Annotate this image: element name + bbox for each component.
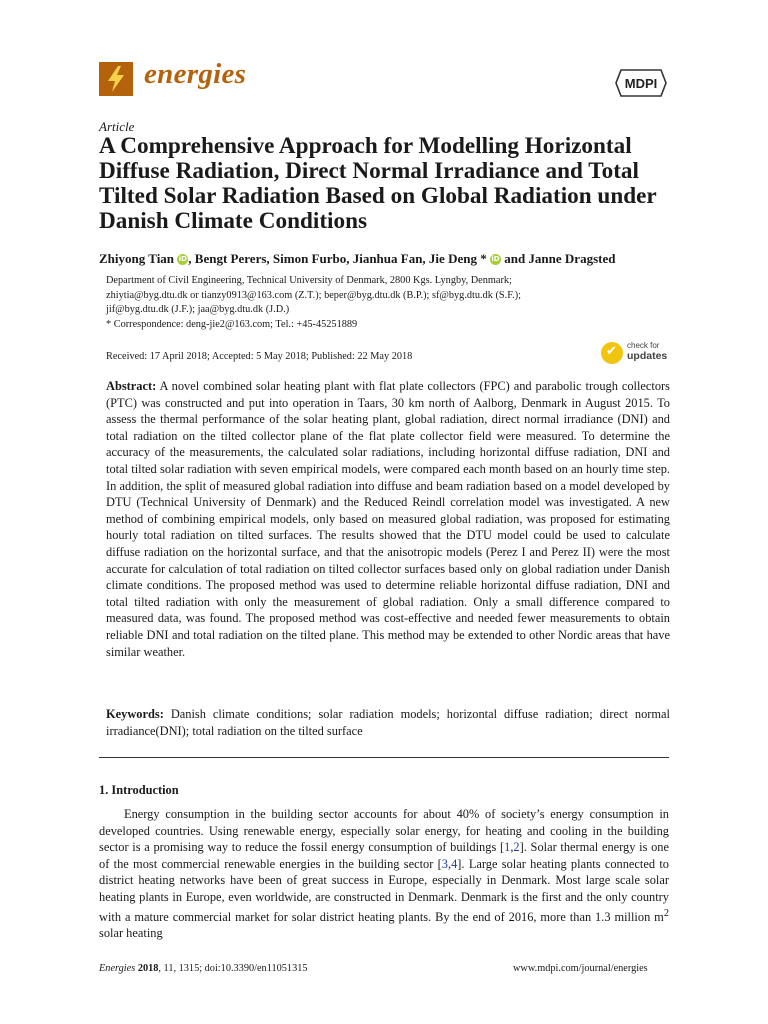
footer-citation (99, 963, 308, 974)
citation-link[interactable]: 1 (504, 840, 511, 855)
checkmark-glyph: ✔ (606, 344, 617, 359)
citation-link[interactable]: 3 (441, 856, 448, 871)
publication-dates: Received: 17 April 2018; Accepted: 5 May 2018; Published: 22 May 2018 (106, 351, 413, 362)
check-updates-label: check for (627, 341, 660, 350)
paper-title: A Comprehensive Approach for Modelling Horizontal Diffuse Radiation, Direct Normal Irradiance and Total Tilted Solar Radiation Based on Global Radiation under Danish Climate Conditions (99, 133, 657, 234)
intro-text: solar heating (99, 926, 163, 941)
keywords-label: Keywords: (106, 707, 164, 721)
intro-text: ]. Solar thermal energy is one of the most commercial renewable energies in the building sector [ (99, 840, 670, 871)
section-heading: 1. Introduction (99, 783, 179, 797)
orcid-icon[interactable]: iD (491, 255, 500, 263)
footer-doi: , 11, 1315; doi:10.3390/en11051315 (158, 963, 308, 974)
section-divider (99, 757, 669, 758)
check-for-updates-badge[interactable] (601, 340, 671, 368)
intro-text: ]. Large solar heating plants connected to district heating networks have been of great success in Europe, especially in Denmark. Most large scale solar heating plants in Europe, even worldwide, are constructed in Denmark. Denmark is the first and the only country with a mature commercial market for solar district heating plants. By the end of 2016, more than 1.3 million m (99, 856, 669, 924)
mdpi-logo (615, 69, 667, 97)
lightning-bolt-icon (99, 62, 133, 96)
journal-name: energies (144, 58, 247, 90)
intro-paragraph: Energy consumption in the building sector accounts for about 40% of society’s energy consumption in developed countries. Using renewable energy, especially solar energy, for heating and cooling in the building sector is a promising way to reduce the fossil energy consumption of buildings [1,2]. Solar thermal energy is one of the most commercial renewable energies in the building sector [3,4]. Large solar heating plants connected to district heating networks have been of great success in Europe, especially in Denmark. Most large scale solar heating plants in Europe, even worldwide, are constructed in Denmark. Denmark is the first and the only country with a mature commercial market for solar district heating plants. By the end of 2016, more than 1.3 million $m^2$ solar heating (99, 807, 670, 941)
article-type: Article (99, 119, 135, 134)
journal-logo (99, 62, 133, 96)
intro-text: Energy consumption in the building sector accounts for about 40% of society’s energy consumption in developed countries. Using renewable energy, especially solar energy, for heating and cooling in the building sector is a promising way to reduce the fossil energy consumption of buildings [ (99, 807, 669, 855)
updates-label: updates (627, 350, 668, 362)
footer-year: 2018 (137, 963, 159, 974)
abstract-label: Abstract: (106, 379, 157, 393)
affiliation-line: jif@byg.dtu.dk (J.F.); jaa@byg.dtu.dk (J.D.) (106, 304, 290, 315)
author-list (99, 251, 615, 267)
affiliation-line: Department of Civil Engineering, Technical University of Denmark, 2800 Kgs. Lyngby, Denmark; (106, 275, 512, 286)
superscript: 2 (663, 907, 669, 919)
citation-link[interactable]: 2 (513, 840, 520, 855)
svg-text:MDPI: MDPI (624, 76, 658, 91)
author-name: and Janne Dragsted (500, 251, 616, 266)
keywords (106, 706, 670, 739)
citation-link[interactable]: 4 (451, 856, 458, 871)
author-names: , Bengt Perers, Simon Furbo, Jianhua Fan, Jie Deng * (188, 251, 487, 266)
orcid-icon[interactable]: iD (178, 255, 187, 263)
affiliations (106, 274, 666, 332)
abstract (106, 378, 670, 660)
footer-url[interactable]: www.mdpi.com/journal/energies (513, 963, 648, 974)
correspondence-line: * Correspondence: deng-jie2@163.com; Tel.: +45-45251889 (106, 318, 358, 330)
author-name: Zhiyong Tian (99, 251, 175, 266)
footer-journal: Energies (99, 963, 136, 974)
affiliation-line: zhiytia@byg.dtu.dk or tianzy0913@163.com (Z.T.); beper@byg.dtu.dk (B.P.); sf@byg.dtu.dk (S.F.); (106, 289, 521, 301)
abstract-text: A novel combined solar heating plant with flat plate collectors (FPC) and parabolic trough collectors (PTC) was constructed and put into operation in Taars, 30 km north of Aalborg, Denmark in August 2015. To assess the thermal performance of the solar heating plant, global radiation, direct normal irradiance (DNI) and total radiation on the tilted collector plane of the flat plate collector field were measured. To determine the accuracy of the measurements, the calculated solar radiations, including horizontal diffuse radiation, DNI and total tilted solar radiation with seven empirical models, were compared each month based on an hourly time step. In addition, the split of measured global radiation into diffuse and beam radiation based on a model developed by DTU (Technical University of Denmark) and the Reduced Reindl correlation model was investigated. A new method of combining empirical models, only based on measured global radiation, was proposed for estimating hourly total radiation on tilted surfaces. The results showed that the DTU model could be used to calculate diffuse radiation on the horizontal surface, and that the anisotropic models (Perez I and Perez II) were the most accurate for calculation of total radiation on tilted collector surfaces based only on global radiation under Danish climate conditions. The proposed method was used to determine reliable horizontal diffuse radiation, DNI and total tilted radiation with only the measurement of global radiation. Only a small difference compared to measured data, was found. The proposed method was cost-effective and needed fewer measurements to obtain reliable DNI and total radiation on the tilted plane. This method may be extended to other Nordic areas that have similar weather. (106, 379, 670, 659)
keywords-text: Danish climate conditions; solar radiation models; horizontal diffuse radiation; direct normal irradiance(DNI); total radiation on the tilted surface (106, 707, 670, 738)
